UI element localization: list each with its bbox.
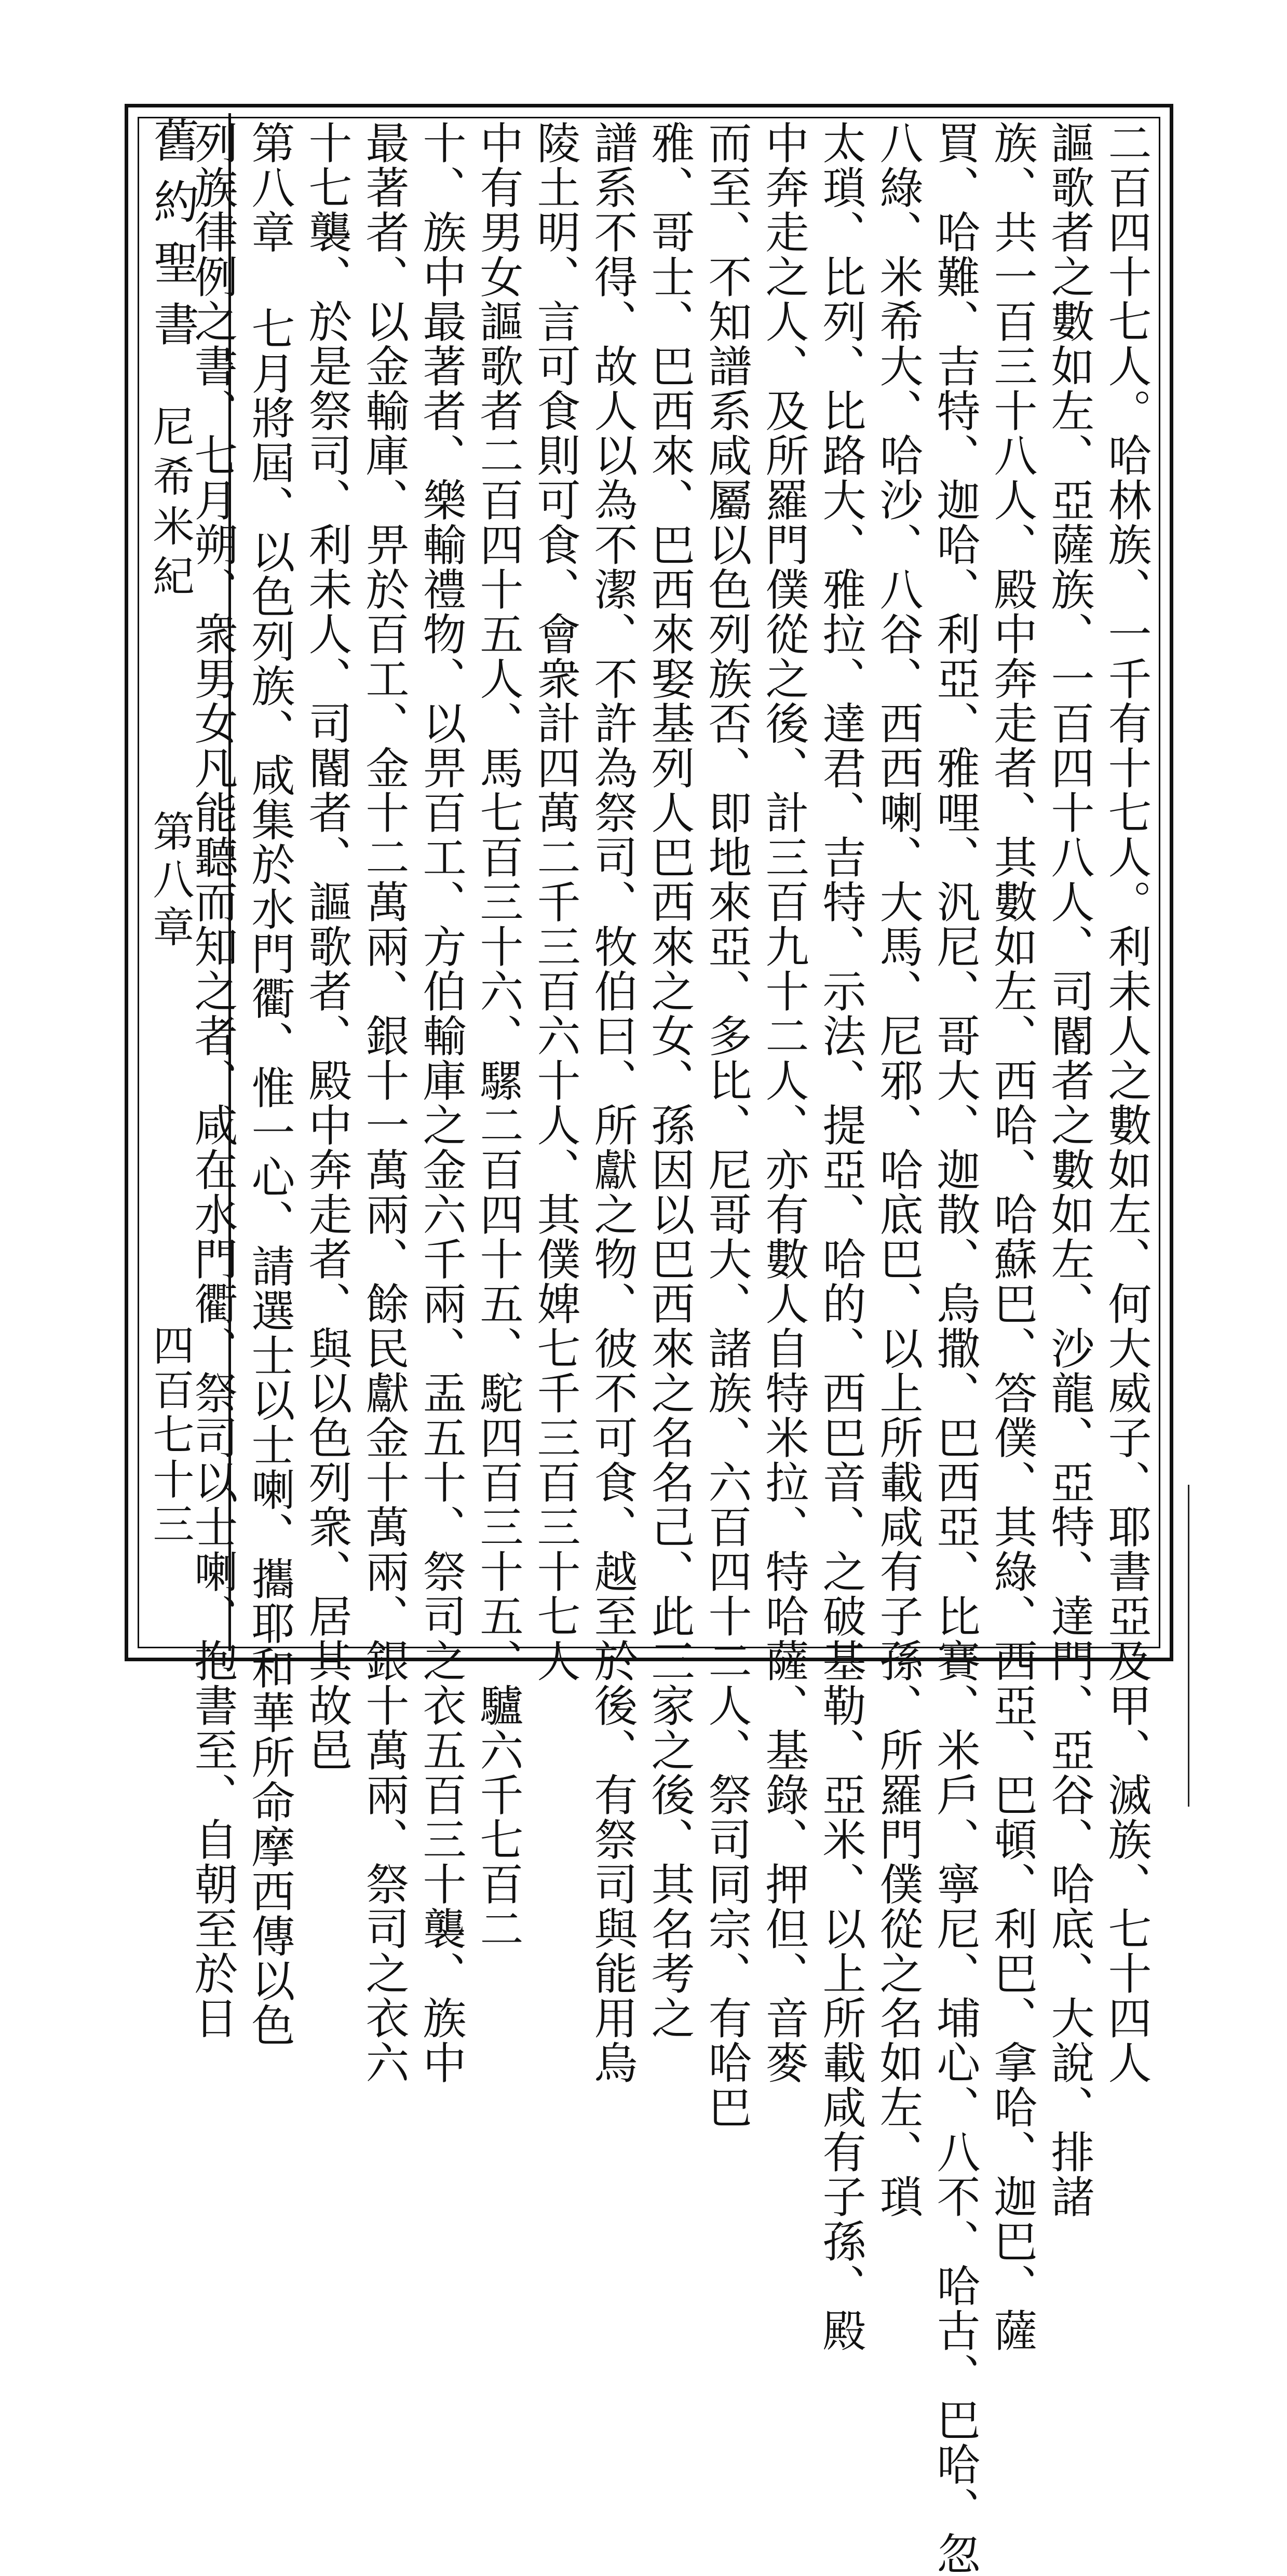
book-title: 舊約聖書 [146,117,200,362]
text-line: 第八章 七月將屆、以色列族、咸集於水門衢、惟一心、請選士以士喇、攜耶和華所命摩西傳以色 [245,120,295,2048]
scripture-text [187,120,1155,2576]
text-line: 中有男女謳歌者二百四十五人、馬七百三十六、騾二百四十五、駝四百三十五、驢六千七百二 [473,120,524,1951]
text-line: 雅、哥士、巴西來、巴西來娶基列人巴西來之女、孫因以巴西來之名名己、此三家之後、其名考之 [644,120,695,2040]
page-number: 四百七十三 [146,1324,194,1547]
text-line: 族、共一百三十八人、殿中奔走者、其數如左、西哈、哈蘇巴、答僕、其綠、西亞、巴頓、利巴、拿哈、迦巴、薩 [987,120,1038,2353]
book-name: 尼希米紀 [146,405,194,604]
text-line: 二百四十七人。哈林族、一千有十七人。利未人之數如左、何大威子、耶書亞及甲、滅族、七十四人 [1101,120,1152,2085]
text-line: 列族律例之書、七月朔、衆男女凡能聽而知之者、咸在水門衢、祭司以士喇、抱書至、自朝至於日 [187,120,238,2040]
text-line: 譜系不得、故人以為不潔、不許為祭司、牧伯曰、所獻之物、彼不可食、越至於後、有祭司與能用烏 [587,120,638,2085]
chapter-heading: 第八章 [146,810,194,953]
text-line: 太瑣、比列、比路大、雅拉、達君、吉特、示法、提亞、哈的、西巴音、之破基勒、亞米、以上所載咸有子孫、殿 [816,120,866,2353]
text-line: 謳歌者之數如左、亞薩族、一百四十八人、司閽者之數如左、沙龍、亞特、達門、亞谷、哈底、大說、排諸 [1044,120,1095,2219]
text-line: 最著者、以金輸庫、畀於百工、金十二萬兩、銀十一萬兩、餘民獻金十萬兩、銀十萬兩、祭司之衣六 [359,120,410,2085]
text-line: 十、族中最著者、樂輸禮物、以畀百工、方伯輸庫之金六千兩、盂五十、祭司之衣五百三十襲、族中 [416,120,467,2085]
text-line: 八綠、米希大、哈沙、八谷、西西喇、大馬、尼邪、哈底巴、以上所載咸有子孫、所羅門僕從之名如左、瑣 [873,120,924,2219]
text-line: 十七襲、於是祭司、利未人、司閽者、謳歌者、殿中奔走者、與以色列衆、居其故邑 [302,120,353,1772]
text-line: 陵土明、言可食則可食、會衆計四萬二千三百六十人、其僕婢七千三百三十七人 [530,120,581,1683]
text-line: 買、哈難、吉特、迦哈、利亞、雅哩、汎尼、哥大、迦散、烏撒、巴西亞、比賽、米戶、寧尼、埔心、八不、哈古、巴哈、忽 [930,120,981,2576]
text-line: 而至、不知譜系咸屬以色列族否、即地來亞、多比、尼哥大、諸族、六百四十二人、祭司同宗、有哈巴 [701,120,752,2130]
scan-edge-line [1188,1485,1189,1807]
text-line: 中奔走之人、及所羅門僕從之後、計三百九十二人、亦有數人自特米拉、特哈薩、基錄、押但、音麥 [758,120,809,2085]
